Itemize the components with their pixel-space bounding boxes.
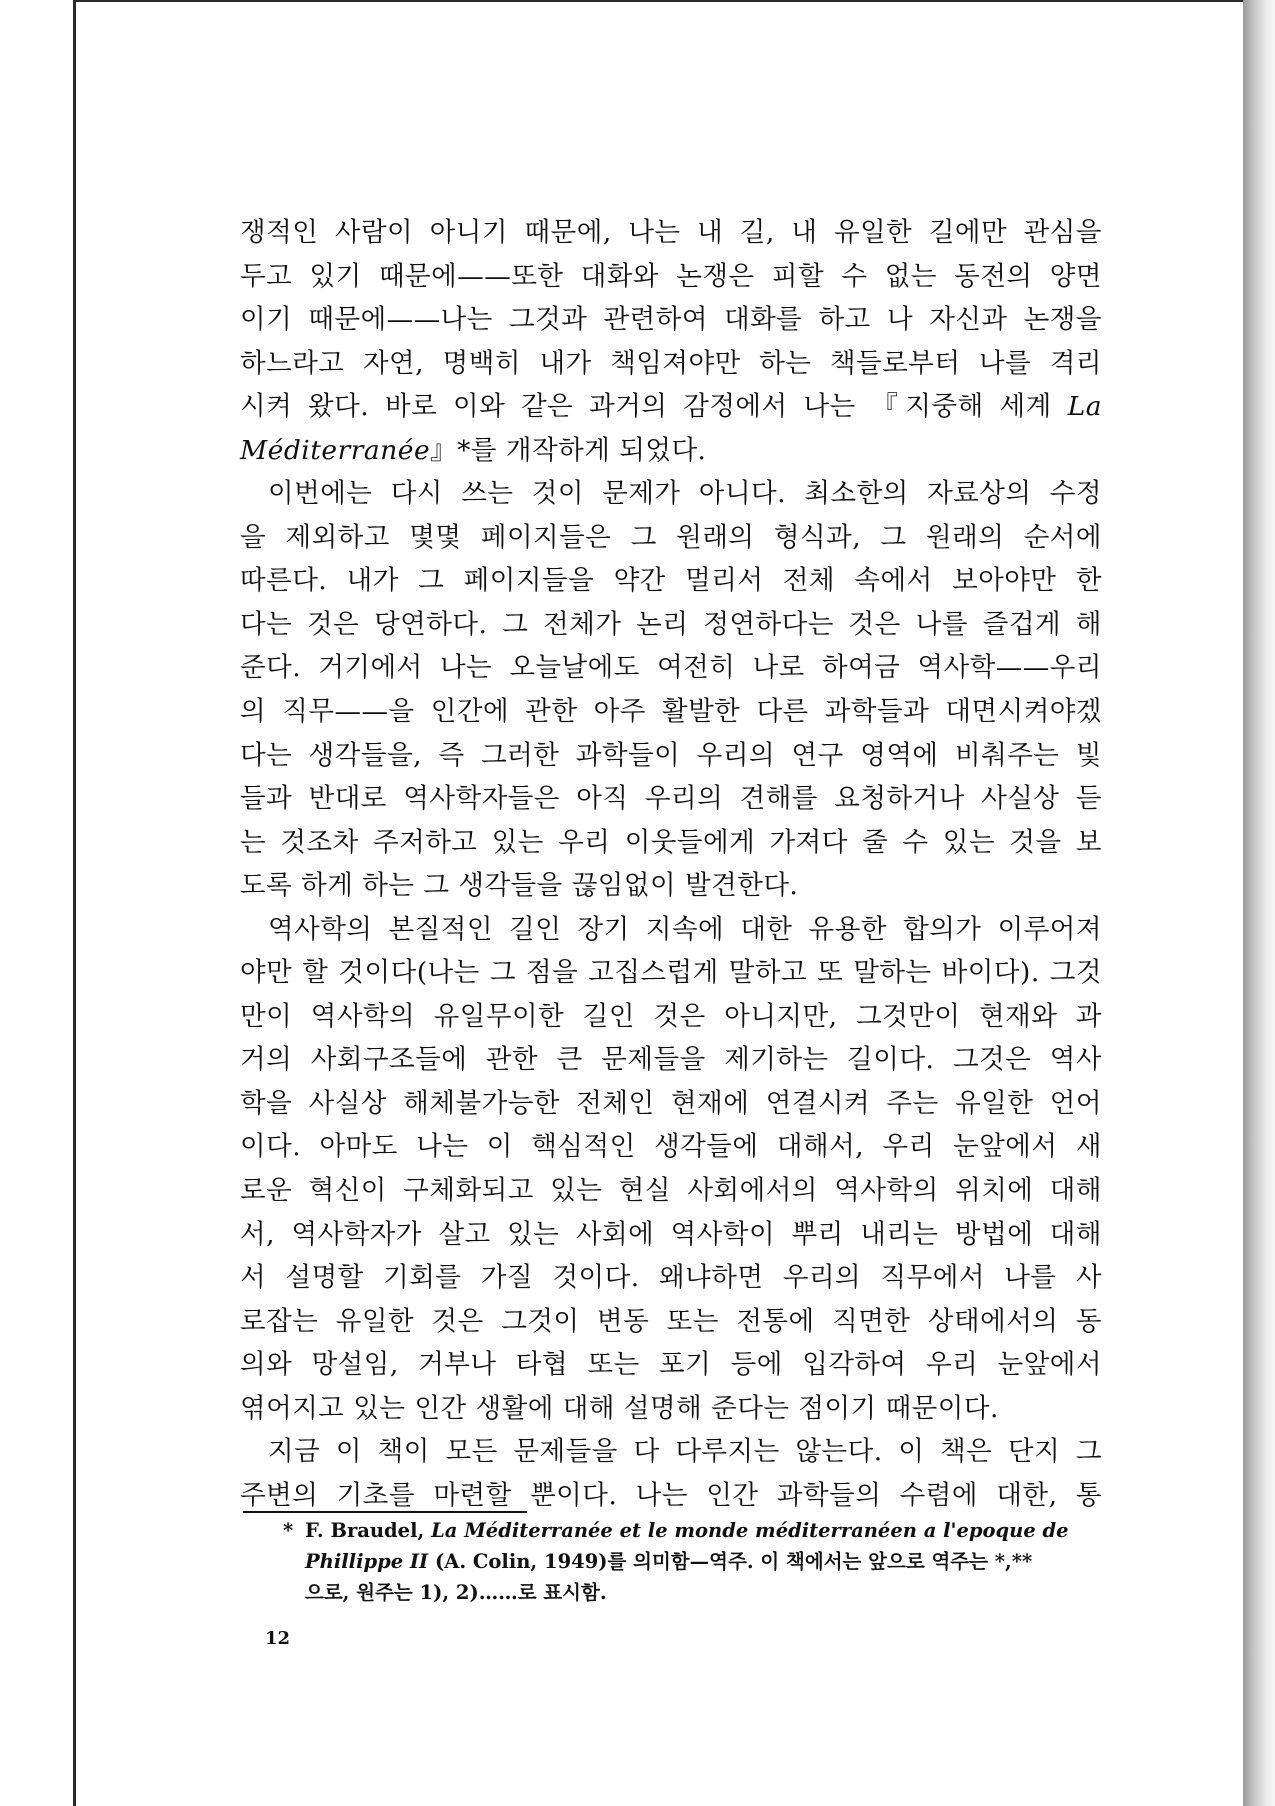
text-line: 의와 망설임, 거부나 타협 또는 포기 등에 입각하여 우리 눈앞에서 bbox=[240, 1349, 1102, 1381]
footnote bbox=[283, 1515, 1105, 1608]
text-line: 준다. 거기에서 나는 오늘날에도 여전히 나로 하여금 역사학——우리 bbox=[240, 652, 1102, 684]
text-line: 도록 하게 하는 그 생각들을 끊임없이 발견한다. bbox=[240, 870, 799, 902]
text-line: 하느라고 자연, 명백히 내가 책임져야만 하는 책들로부터 나를 격리 bbox=[240, 347, 1102, 379]
text-line: 다는 것은 당연하다. 그 전체가 논리 정연하다는 것은 나를 즐겁게 해 bbox=[240, 608, 1102, 640]
text-line: 이다. 아마도 나는 이 핵심적인 생각들에 대해서, 우리 눈앞에서 새 bbox=[240, 1131, 1102, 1163]
text-line: 이기 때문에——나는 그것과 관련하여 대화를 하고 나 자신과 논쟁을 bbox=[240, 304, 1102, 336]
body-text bbox=[240, 211, 1102, 1517]
footnote-divider bbox=[243, 1511, 527, 1513]
italic-title: Méditerranée bbox=[240, 434, 431, 466]
footnote-mark: * bbox=[283, 1519, 294, 1542]
footnote-text-1: F. Braudel, La Méditerranée et le monde méditerranéen a l'epoque de bbox=[305, 1519, 1069, 1542]
italic-title: La Méditerranée et le monde méditerranéen a l'epoque de bbox=[431, 1519, 1069, 1542]
text-line: 들과 반대로 역사학자들은 아직 우리의 견해를 요청하거나 사실상 듣 bbox=[240, 783, 1102, 815]
text-line: 로잡는 유일한 것은 그것이 변동 또는 전통에 직면한 상태에서의 동 bbox=[240, 1305, 1102, 1337]
footnote-line-3: 으로, 원주는 1), 2)……로 표시함. bbox=[305, 1581, 607, 1604]
text-line: 는 것조차 주저하고 있는 우리 이웃들에게 가져다 줄 수 있는 것을 보 bbox=[240, 826, 1102, 858]
italic-title: La bbox=[1067, 391, 1102, 423]
text-line: 야만 할 것이다(나는 그 점을 고집스럽게 말하고 또 말하는 바이다). 그것 bbox=[240, 957, 1102, 989]
text-line: 을 제외하고 몇몇 페이지들은 그 원래의 형식과, 그 원래의 순서에 bbox=[240, 521, 1102, 553]
text-line: 두고 있기 때문에——또한 대화와 논쟁은 피할 수 없는 동전의 양면 bbox=[240, 260, 1102, 292]
text-line: 의 직무——을 인간에 관한 아주 활발한 다른 과학들과 대면시켜야겠 bbox=[240, 696, 1102, 728]
text-line: 로운 혁신이 구체화되고 있는 현실 사회에서의 역사학의 위치에 대해 bbox=[240, 1175, 1102, 1207]
text-line: 주변의 기초를 마련할 뿐이다. 나는 인간 과학들의 수렴에 대한, 통 bbox=[240, 1479, 1102, 1511]
text-line: 이번에는 다시 쓰는 것이 문제가 아니다. 최소한의 자료상의 수정 bbox=[268, 478, 1102, 510]
text-line: 엮어지고 있는 인간 생활에 대해 설명해 준다는 점이기 때문이다. bbox=[240, 1392, 999, 1424]
footnote-line-2: Phillippe II (A. Colin, 1949)를 의미함—역주. 이 책에서는 앞으로 역주는 *,** bbox=[305, 1550, 1033, 1573]
page-number: 12 bbox=[265, 1628, 291, 1649]
text-line: 지금 이 책이 모든 문제들을 다 다루지는 않는다. 이 책은 단지 그 bbox=[268, 1436, 1102, 1468]
text-line: 서, 역사학자가 살고 있는 사회에 역사학이 뿌리 내리는 방법에 대해 bbox=[240, 1218, 1102, 1250]
text-line: 거의 사회구조들에 관한 큰 문제들을 제기하는 길이다. 그것은 역사 bbox=[240, 1044, 1102, 1076]
text-line: 서 설명할 기회를 가질 것이다. 왜냐하면 우리의 직무에서 나를 사 bbox=[240, 1262, 1102, 1294]
text-line: Méditerranée』*를 개작하게 되었다. bbox=[240, 434, 707, 466]
text-line: 시켜 왔다. 바로 이와 같은 과거의 감정에서 나는 『지중해 세계 La bbox=[240, 391, 1102, 423]
left-margin bbox=[0, 0, 73, 1806]
text-line: 역사학의 본질적인 길인 장기 지속에 대한 유용한 합의가 이루어져 bbox=[268, 913, 1102, 945]
text-line: 만이 역사학의 유일무이한 길인 것은 아니지만, 그것만이 현재와 과 bbox=[240, 1000, 1102, 1032]
footnote-line-1 bbox=[283, 1515, 1105, 1546]
text-line: 다는 생각들을, 즉 그러한 과학들이 우리의 연구 영역에 비춰주는 빛 bbox=[240, 739, 1102, 771]
text-line: 학을 사실상 해체불가능한 전체인 현재에 연결시켜 주는 유일한 언어 bbox=[240, 1087, 1102, 1119]
italic-title: Phillippe II bbox=[305, 1550, 429, 1573]
page-edge-shadow bbox=[1243, 0, 1275, 1806]
text-line: 따른다. 내가 그 페이지들을 약간 멀리서 전체 속에서 보아야만 한 bbox=[240, 565, 1102, 597]
text-line: 쟁적인 사람이 아니기 때문에, 나는 내 길, 내 유일한 길에만 관심을 bbox=[240, 217, 1102, 248]
